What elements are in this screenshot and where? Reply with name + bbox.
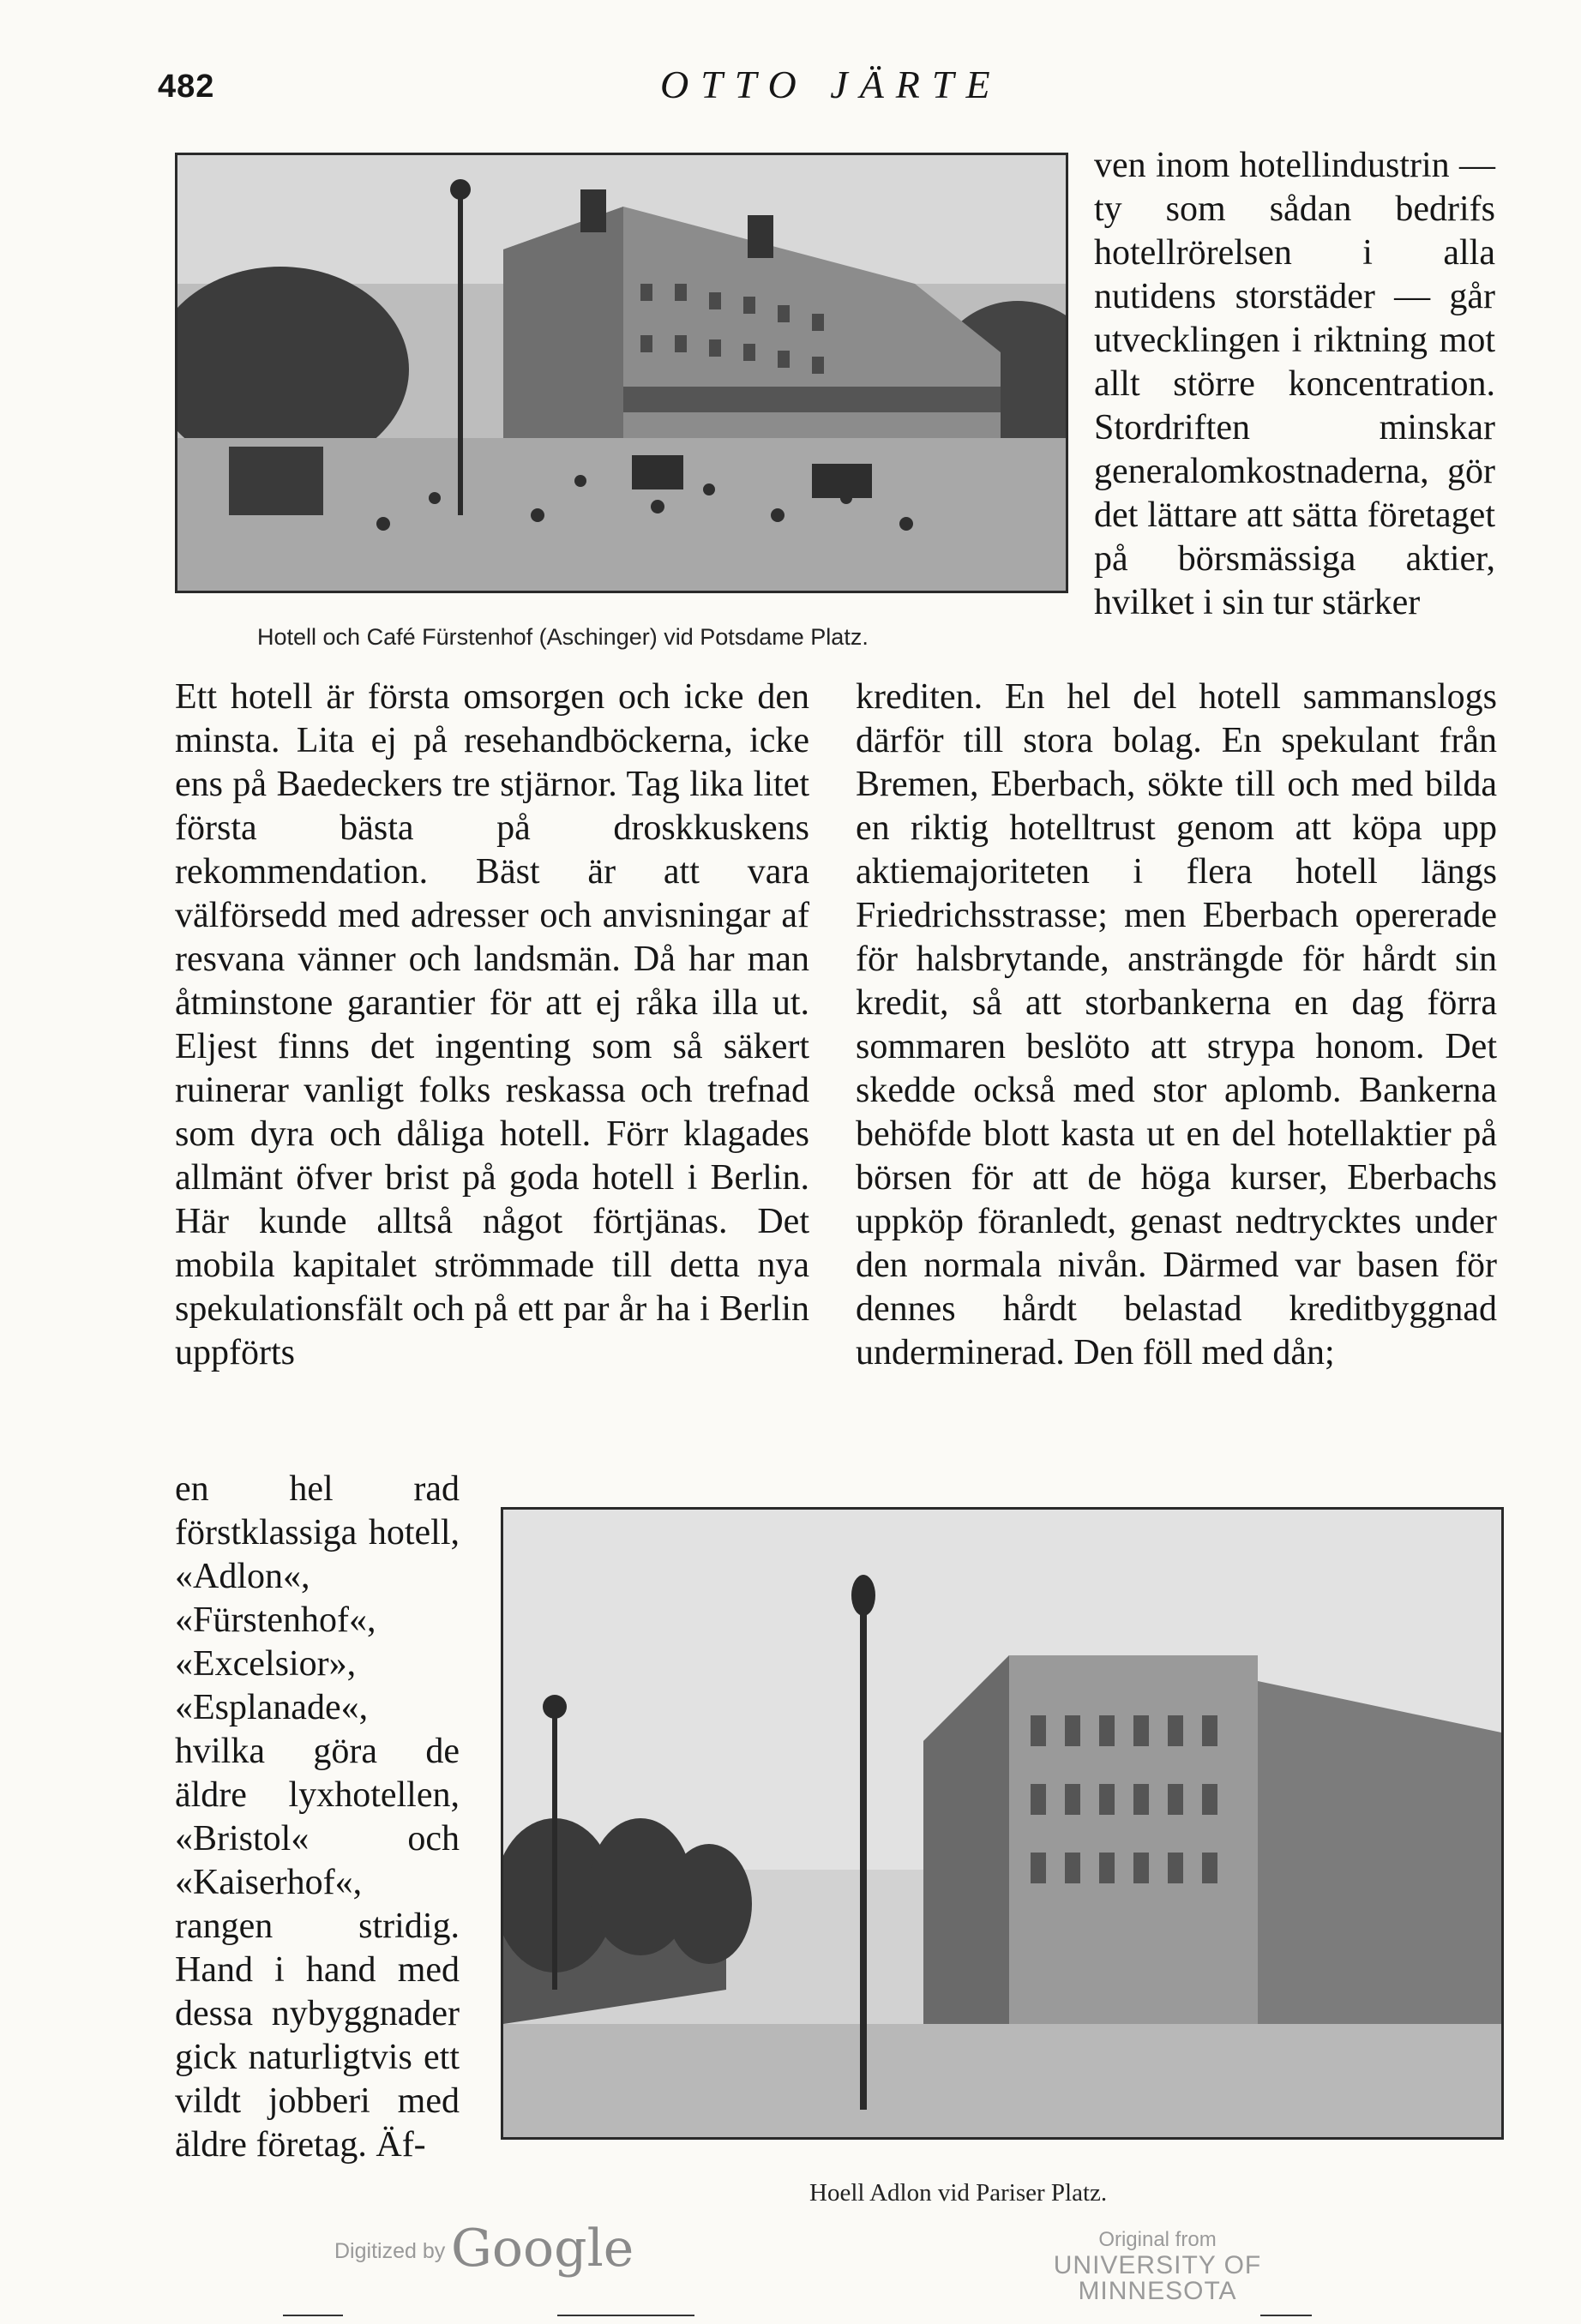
footer-rule-center	[557, 2315, 694, 2316]
bottom-photo	[501, 1507, 1504, 2140]
hotel-adlon-image	[503, 1510, 1501, 2137]
institution-name: UNIVERSITY OF MINNESOTA	[1053, 2251, 1262, 2305]
paragraph: ven inom hotellindustrin — ty som sådan bedrifs hotellrörelsen i alla nutidens storstäder — går utvecklingen i riktning mot allt större koncentration. Stordriften minskar generalomkostnaderna, gör det lättare att sätta företaget på börsmässiga aktier, hvilket i sin tur stärker	[1094, 146, 1495, 622]
paragraph: krediten. En hel del hotell sammanslogs därför till stora bolag. En spekulant från Bremen, Eberbach, sökte till och med bilda en riktig hotelltrust genom att köpa upp aktiemajoriteten i flera hotell längs Friedrichsstrasse; men Eberbach opererade för halsbrytande, ansträngde för hårdt sin kredit, så att storbankerna en dag förra sommaren beslöto att strypa honom. Det skedde också med stor aplomb. Bankerna behöfde blott kasta ut en del hotellaktier på börsen för att de höga kurser, Eberbachs uppköp föranledt, genast nedtrycktes under den normala nivån. Därmed var basen för dennes hårdt belastad kreditbyggnad underminerad. Den föll med dån;	[856, 677, 1497, 1372]
hotel-fuerstenhof-image	[177, 155, 1066, 591]
left-column-bottom	[175, 1468, 460, 2167]
running-title: OTTO JÄRTE	[660, 63, 1002, 106]
top-photo	[175, 153, 1068, 593]
right-column-mid	[856, 676, 1497, 1375]
original-from	[977, 2227, 1338, 2304]
bottom-photo-caption: Hoell Adlon vid Pariser Platz.	[809, 2179, 1108, 2207]
footer-rule-left	[283, 2315, 343, 2316]
top-photo-caption: Hotell och Café Fürstenhof (Aschinger) vid Potsdame Platz.	[257, 624, 869, 650]
paragraph: en hel rad förstklassiga hotell, «Adlon«, «Fürstenhof«, «Excelsior», «Esplanade«, hvilka göra de äldre lyxhotellen, «Bristol« och «Kaiserhof«, rangen stridig. Hand i hand med dessa nybyggnader gick naturligtvis ett vildt jobberi med äldre företag. Äf-	[175, 1469, 460, 2165]
footer-rule-right	[1260, 2315, 1312, 2316]
page-number: 482	[158, 69, 215, 105]
left-column-mid	[175, 676, 809, 1375]
right-column-top	[1094, 144, 1495, 625]
google-logo: Google	[451, 2219, 634, 2279]
digitized-by-label: Digitized by	[334, 2239, 446, 2263]
paragraph: Ett hotell är första omsorgen och icke den minsta. Lita ej på resehandböckerna, icke ens på Baedeckers tre stjärnor. Tag lika litet första bästa på droskkuskens rekommendation. Bäst är att vara välförsedd med adresser och anvisningar af resvana vänner och landsmän. Då har man åtminstone garantier för att ej råka illa ut. Eljest finns det ingenting som så säkert ruinerar vanligt folks reskassa och trefnad som dyra och dåliga hotell. Förr klagades allmänt öfver brist på goda hotell i Berlin. Här kunde alltså något förtjänas. Det mobila kapitalet strömmade till detta nya spekulationsfält och på ett par år ha i Berlin uppförts	[175, 677, 809, 1372]
original-from-label: Original from	[1098, 2228, 1217, 2251]
